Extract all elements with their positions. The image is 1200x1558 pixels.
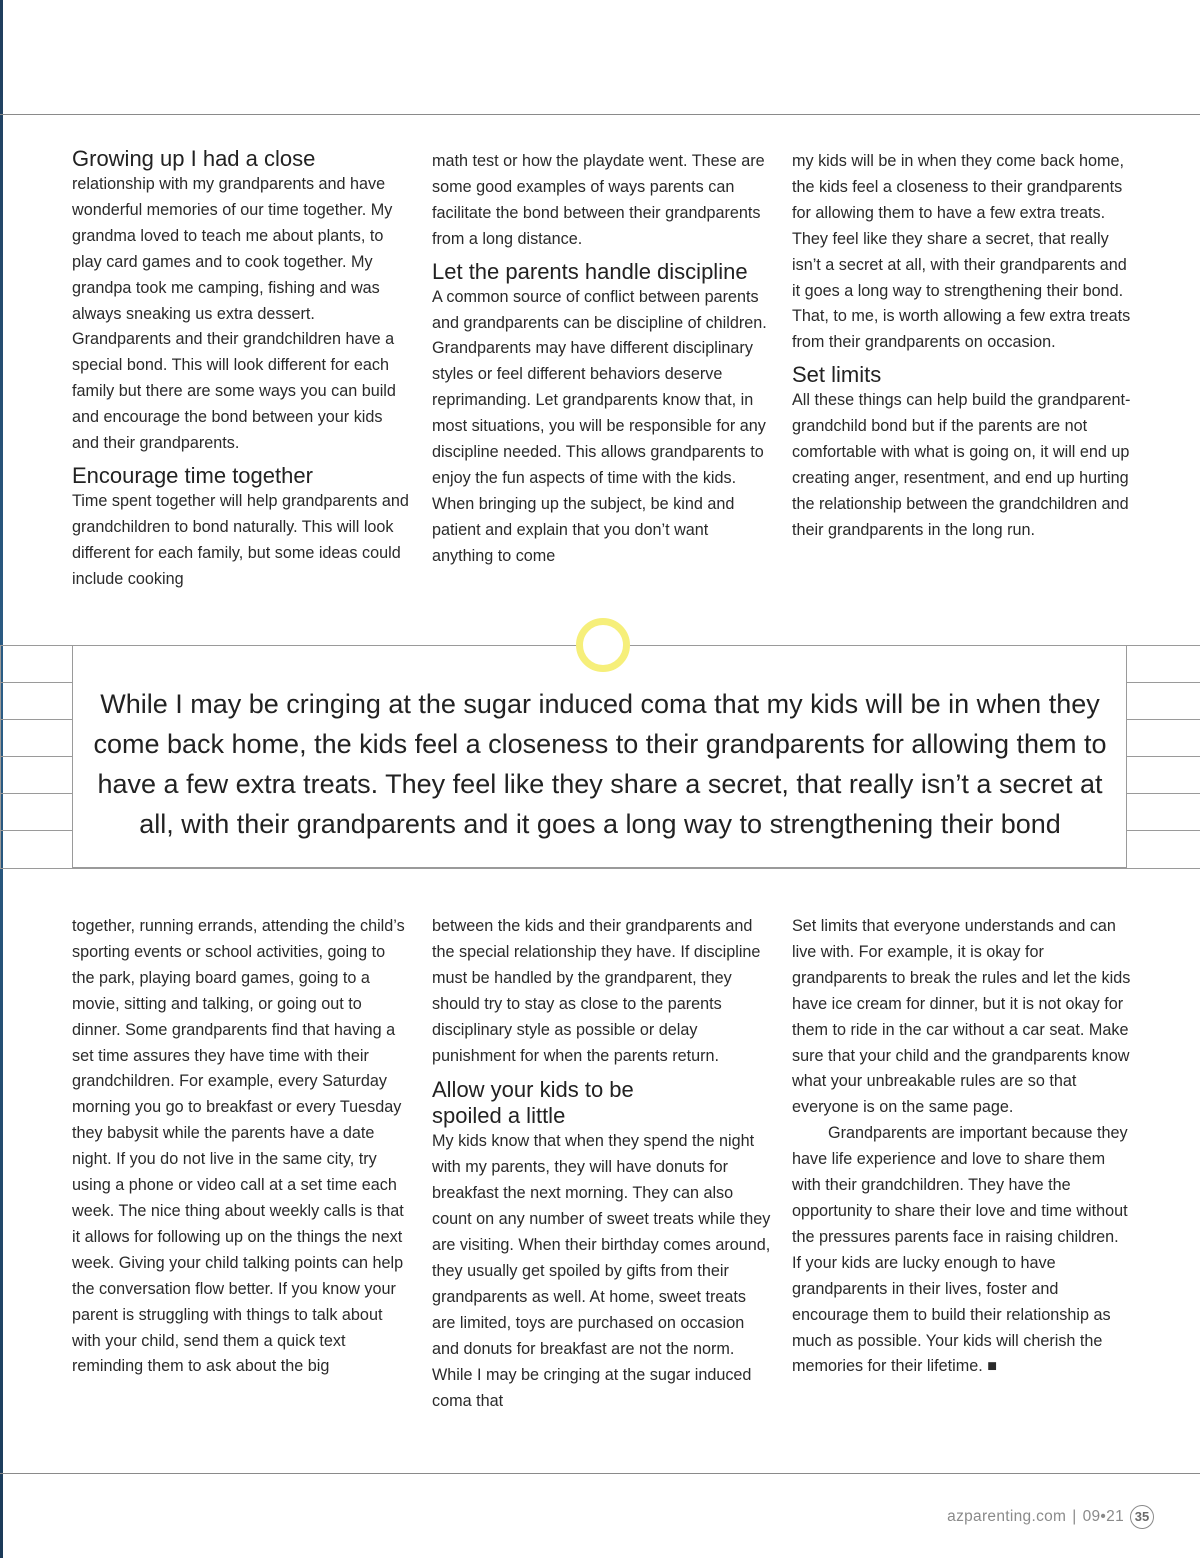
heading-encourage-time: Encourage time together: [72, 462, 313, 488]
paragraph-set-limits: All these things can help build the grandparent-grandchild bond but if the parents are not comfortable with what is going on, it will end up creating anger, resentment, and end up hurting the relationship between the grandchildren and their grandparents in the long run.: [792, 391, 1131, 539]
heading-spoiled-line-1: Allow your kids to be: [432, 1077, 634, 1103]
band-stripe-right: [1127, 793, 1200, 794]
band-left-edge: [0, 645, 1, 868]
heading-discipline: Let the parents handle discipline: [432, 258, 748, 284]
page-number: 35: [1130, 1505, 1154, 1529]
paragraph-spoiled: My kids know that when they spend the night with my parents, they will have donuts for breakfast the next morning. They can also count on any number of sweet treats while they are visiting. When their birthday comes around, they usually get spoiled by gifts from their grandparents as well. At home, sweet treats are limited, toys are purchased on occasion and donuts for breakfast are not the norm. While I may be cringing at the sugar induced coma that: [432, 1132, 771, 1410]
footer-site: azparenting.com: [947, 1508, 1067, 1525]
heading-growing-up: Growing up I had a close: [72, 146, 316, 171]
paragraph-continued: my kids will be in when they come back home, the kids feel a closeness to their grandparents for allowing them to have a few extra treats. They feel like they share a secret, that really isn’t a secret at all, with their grandparents and it goes a long way to strengthening their bond. That, to me, is worth allowing a few extra treats from their grandparents on occasion.: [792, 152, 1131, 352]
column-2-bottom: [432, 914, 772, 1414]
column-2-top: [432, 149, 772, 570]
band-stripe-left: [0, 682, 72, 683]
band-stripe-right: [1127, 682, 1200, 683]
heading-spoiled-line-2: spoiled a little: [432, 1103, 566, 1129]
band-stripe-left: [0, 756, 72, 757]
band-stripe-left: [0, 793, 72, 794]
paragraph-continued: math test or how the playdate went. These are some good examples of ways parents can facilitate the bond between their grandparents from a long distance.: [432, 152, 765, 248]
page-footer: [947, 1505, 1154, 1529]
band-stripe-right: [1127, 756, 1200, 757]
pull-quote-text: While I may be cringing at the sugar induced coma that my kids will be in when they come back home, the kids feel a closeness to their grandparents for allowing them to have a few extra treats. They feel like they share a secret, that really isn’t a secret at all, with their grandparents and it goes a long way to strengthening their bond: [93, 689, 1107, 839]
paragraph-continued: Set limits that everyone understands and can live with. For example, it is okay for grandparents to break the rules and let the kids have ice cream for dinner, but it is not okay for them to ride in the car without a car seat. Make sure that your child and the grandparents know what your unbreakable rules are so that everyone is on the same page.: [792, 917, 1131, 1117]
bottom-rule: [0, 1473, 1200, 1474]
band-stripe-left: [0, 830, 72, 831]
heading-set-limits: Set limits: [792, 362, 882, 388]
column-1-bottom: [72, 914, 412, 1380]
footer-separator: |: [1072, 1508, 1077, 1525]
footer-issue: 09•21: [1082, 1508, 1124, 1525]
paragraph-discipline: A common source of conflict between parents and grandparents can be discipline of children. Grandparents may have different disciplinary styles or feel different behaviors deserve reprimanding. Let grandparents know that, in most situations, you will be responsible for any discipline needed. This allows grandparents to enjoy the fun aspects of time with the kids. When bringing up the subject, be kind and patient and explain that you don’t want anything to come: [432, 287, 767, 565]
column-3-top: [792, 149, 1132, 544]
ring-icon: [576, 618, 630, 672]
column-3-bottom: [792, 914, 1132, 1380]
band-bottom-rule: [0, 868, 1200, 869]
paragraph-growing-up: relationship with my grandparents and have wonderful memories of our time together. My grandma loved to teach me about plants, to play card games and to cook together. My grandpa took me camping, fishing and was always sneaking us extra dessert. Grandparents and their grandchildren have a special bond. This will look different for each family but there are some ways you can build and encourage the bond between your kids and their grandparents.: [72, 175, 396, 453]
band-stripe-right: [1127, 719, 1200, 720]
paragraph-continued: together, running errands, attending the child’s sporting events or school activities, going to the park, playing board games, going to a movie, sitting and talking, or going out to dinner. Some grandparents find that having a set time assures they have time with their grandchildren. For example, every Saturday morning you go to breakfast or every Tuesday they babysit while the parents have a date night. If you do not live in the same city, try using a phone or video call at a set time each week. The nice thing about weekly calls is that it allows for following up on the things the next week. Giving your child talking points can help the conversation flow better. If you know your parent is struggling with things to talk about with your child, send them a quick text reminding them to ask about the big: [72, 917, 405, 1376]
column-1-top: [72, 146, 412, 593]
paragraph-closing: Grandparents are important because they have life experience and love to share them with their grandchildren. They have the opportunity to share their love and time without the pressures parents face in raising children. If your kids are lucky enough to have grandparents in their lives, foster and encourage them to build their relationship as much as possible. Your kids will cherish the memories for their lifetime. ■: [792, 1124, 1128, 1376]
top-rule: [0, 114, 1200, 115]
paragraph-encourage-time: Time spent together will help grandparents and grandchildren to bond naturally. This will look different for each family, but some ideas could include cooking: [72, 491, 409, 588]
paragraph-continued: between the kids and their grandparents and the special relationship they have. If discipline must be handled by the grandparent, they should try to stay as close to the parents disciplinary style as possible or delay punishment for when the parents return.: [432, 917, 761, 1065]
band-stripe-right: [1127, 830, 1200, 831]
band-stripe-left: [0, 719, 72, 720]
